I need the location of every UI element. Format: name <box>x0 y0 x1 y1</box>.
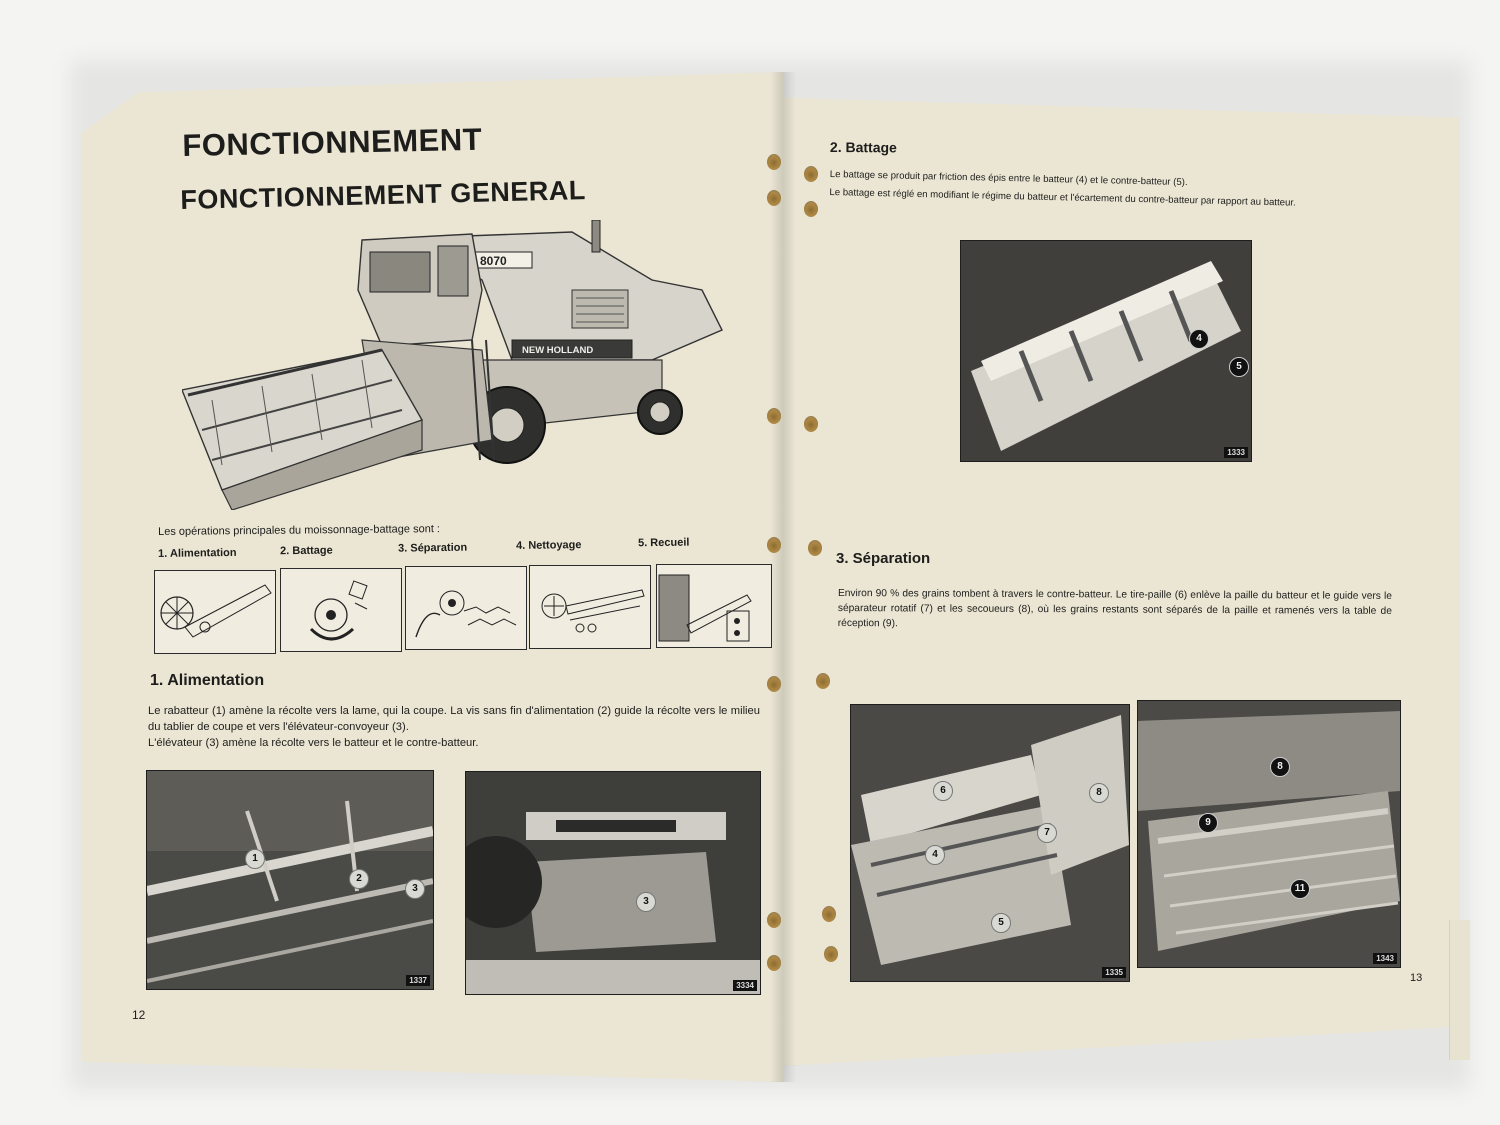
photo-code: 3334 <box>733 980 757 991</box>
operation-diagram-separation <box>405 566 527 650</box>
section-heading: 2. Battage <box>829 139 897 156</box>
paragraph: Le rabatteur (1) amène la récolte vers la lame, qui la coupe. La vis sans fin d'alimentation (2) guide la récolte vers le milieu du tablier de coupe et vers l'élévateur-convoyeur (3). <box>148 705 760 733</box>
operation-diagram-battage <box>280 568 402 652</box>
model-number: 8070 <box>480 254 507 268</box>
photo-straw-walkers <box>1137 700 1401 968</box>
binding-hole-icon <box>767 190 781 206</box>
callout-marker: 9 <box>1198 813 1218 833</box>
operation-label: 3. Séparation <box>398 541 468 555</box>
binding-hole-icon <box>816 673 830 689</box>
photo-code: 1333 <box>1224 447 1248 458</box>
callout-marker: 4 <box>1189 329 1209 349</box>
callout-marker: 11 <box>1290 879 1310 899</box>
callout-marker: 3 <box>405 879 425 899</box>
photo-code: 1337 <box>406 975 430 986</box>
callout-marker: 8 <box>1089 783 1109 803</box>
operation-label: 4. Nettoyage <box>515 539 582 552</box>
callout-marker: 6 <box>933 781 953 801</box>
photo-code: 1343 <box>1373 953 1397 964</box>
photo-thresher-drum <box>960 240 1252 462</box>
binding-hole-icon <box>767 676 781 692</box>
binding-hole-icon <box>767 154 781 170</box>
photo-separator-rotor <box>850 704 1130 982</box>
operation-label: 2. Battage <box>280 544 333 558</box>
callout-marker: 2 <box>349 869 369 889</box>
operation-label: 1. Alimentation <box>158 546 237 560</box>
section-body: Environ 90 % des grains tombent à travers le contre-batteur. Le tire-paille (6) enlève la paille du batteur et le guide vers le séparateur rotatif (7) et les secoueurs (8), où les grains restants sont séparés de la paille et ramenés vers la table de réception (9). <box>837 588 1392 630</box>
binding-hole-icon <box>804 201 818 217</box>
binding-hole-icon <box>804 166 818 182</box>
page-title: FONCTIONNEMENT <box>182 121 483 163</box>
photo-reel-header <box>146 770 434 990</box>
callout-marker: 3 <box>636 892 656 912</box>
binding-hole-icon <box>822 906 836 922</box>
page-number: 13 <box>1410 972 1423 984</box>
binding-hole-icon <box>808 540 822 556</box>
binding-hole-icon <box>767 955 781 971</box>
brand-label: NEW HOLLAND <box>522 345 594 356</box>
operation-diagram-alimentation <box>154 570 276 654</box>
page-stack-edge <box>1449 920 1470 1060</box>
combine-harvester-illustration <box>182 220 742 510</box>
operation-diagram-recueil <box>656 564 772 648</box>
callout-marker: 5 <box>991 913 1011 933</box>
operation-label: 5. Recueil <box>637 536 690 550</box>
paragraph: Le battage est réglé en modifiant le régime du batteur et l'écartement du contre-batteur par rapport au batteur. <box>829 186 1296 209</box>
callout-marker: 1 <box>245 849 265 869</box>
binding-hole-icon <box>824 946 838 962</box>
paragraph: L'élévateur (3) amène la récolte vers le batteur et le contre-batteur. <box>148 737 479 749</box>
photo-code: 1335 <box>1102 967 1126 978</box>
callout-marker: 8 <box>1270 757 1290 777</box>
photo-feeder-elevator <box>465 771 761 995</box>
callout-marker: 4 <box>925 845 945 865</box>
callout-marker: 7 <box>1037 823 1057 843</box>
binding-hole-icon <box>767 912 781 928</box>
page-subtitle: FONCTIONNEMENT GENERAL <box>180 175 587 215</box>
page-number: 12 <box>132 1008 146 1022</box>
binding-hole-icon <box>767 408 781 424</box>
section-heading: 1. Alimentation <box>150 672 265 689</box>
section-heading: 3. Séparation <box>836 550 931 567</box>
operation-diagram-nettoyage <box>529 565 651 649</box>
paragraph: Le battage se produit par friction des épis entre le batteur (4) et le contre-batteur (5). <box>829 168 1188 189</box>
callout-marker: 5 <box>1229 357 1249 377</box>
operations-intro: Les opérations principales du moissonnage-battage sont : <box>158 523 441 538</box>
section-body <box>148 703 760 751</box>
binding-hole-icon <box>804 416 818 432</box>
